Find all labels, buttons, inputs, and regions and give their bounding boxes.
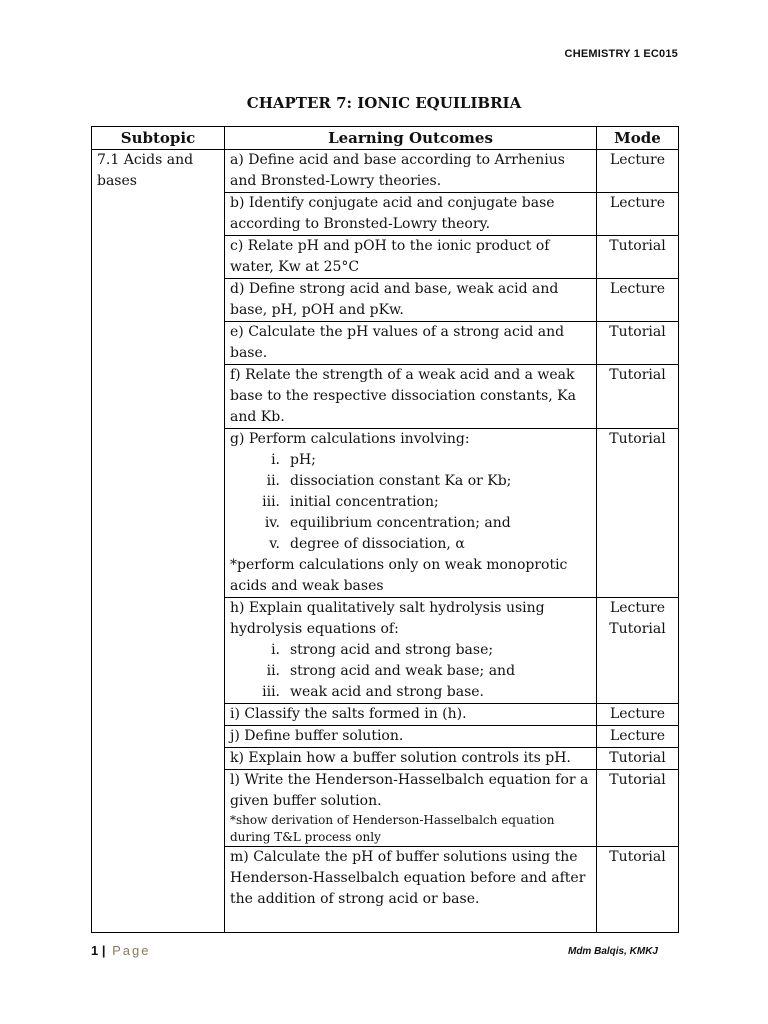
sub-list xyxy=(230,450,591,555)
list-item xyxy=(230,682,591,703)
item-text: equilibrium concentration; and xyxy=(290,515,511,531)
outcome-cell-h xyxy=(225,598,597,704)
table-header-row xyxy=(92,127,679,150)
mode-lecture: Lecture xyxy=(609,600,666,616)
outcome-text: m) Calculate the pH of buffer solutions using the Henderson-Hasselbalch equation before and after the addition of strong acid or base. xyxy=(225,847,597,933)
author-credit: Mdm Balqis, KMKJ xyxy=(567,946,658,957)
item-number: v. xyxy=(269,536,280,552)
outcome-text: c) Relate pH and pOH to the ionic product of water, Kw at 25°C xyxy=(225,236,597,279)
item-number: ii. xyxy=(266,473,280,489)
outcome-text: i) Classify the salts formed in (h). xyxy=(225,704,597,726)
item-text: strong acid and weak base; and xyxy=(290,663,516,679)
mode-cell: Tutorial xyxy=(597,365,679,429)
outcome-cell-l xyxy=(225,770,597,847)
table-row xyxy=(92,150,679,193)
outcome-text: f) Relate the strength of a weak acid and a weak base to the respective dissociation constants, Ka and Kb. xyxy=(225,365,597,429)
outcome-text: h) Explain qualitatively salt hydrolysis using hydrolysis equations of: xyxy=(230,600,545,637)
outcome-cell-g xyxy=(225,429,597,598)
item-text: weak acid and strong base. xyxy=(290,684,484,700)
page-label: Page xyxy=(112,943,151,958)
mode-cell: Tutorial xyxy=(597,236,679,279)
outcome-small-note: *show derivation of Henderson-Hasselbalch equation during T&L process only xyxy=(230,813,555,844)
page-footer xyxy=(91,943,151,958)
mode-cell: Tutorial xyxy=(597,748,679,770)
course-code: CHEMISTRY 1 EC015 xyxy=(564,48,678,60)
mode-cell xyxy=(597,598,679,704)
outcome-text: l) Write the Henderson-Hasselbalch equation for a given buffer solution. xyxy=(230,772,589,809)
mode-cell: Tutorial xyxy=(597,429,679,598)
list-item xyxy=(230,471,591,492)
item-text: pH; xyxy=(290,452,316,468)
list-item xyxy=(230,661,591,682)
list-item xyxy=(230,534,591,555)
list-item xyxy=(230,450,591,471)
subtopic-cell: 7.1 Acids and bases xyxy=(92,150,225,933)
list-item xyxy=(230,513,591,534)
item-number: ii. xyxy=(266,663,280,679)
list-item xyxy=(230,492,591,513)
outcome-text: d) Define strong acid and base, weak acid and base, pH, pOH and pKw. xyxy=(225,279,597,322)
item-number: i. xyxy=(271,452,280,468)
outcome-text: j) Define buffer solution. xyxy=(225,726,597,748)
page-number: 1 xyxy=(91,943,99,958)
item-text: dissociation constant Ka or Kb; xyxy=(290,473,512,489)
item-text: degree of dissociation, α xyxy=(290,536,465,552)
chapter-title: CHAPTER 7: IONIC EQUILIBRIA xyxy=(246,94,522,112)
mode-cell: Tutorial xyxy=(597,770,679,847)
outcome-note: *perform calculations only on weak monoprotic acids and weak bases xyxy=(230,557,568,594)
item-text: initial concentration; xyxy=(290,494,439,510)
item-number: iii. xyxy=(262,684,280,700)
mode-cell: Lecture xyxy=(597,150,679,193)
mode-cell: Lecture xyxy=(597,193,679,236)
outcome-text: e) Calculate the pH values of a strong acid and base. xyxy=(225,322,597,365)
outcome-text: g) Perform calculations involving: xyxy=(230,431,470,447)
item-number: iii. xyxy=(262,494,280,510)
header-learning-outcomes: Learning Outcomes xyxy=(225,127,597,150)
mode-cell: Lecture xyxy=(597,726,679,748)
mode-cell: Lecture xyxy=(597,279,679,322)
header-subtopic: Subtopic xyxy=(92,127,225,150)
mode-cell: Tutorial xyxy=(597,322,679,365)
item-number: iv. xyxy=(264,515,280,531)
mode-cell: Lecture xyxy=(597,704,679,726)
header-mode: Mode xyxy=(597,127,679,150)
mode-tutorial: Tutorial xyxy=(609,621,666,637)
sub-list xyxy=(230,640,591,703)
outcome-text: a) Define acid and base according to Arrhenius and Bronsted-Lowry theories. xyxy=(225,150,597,193)
mode-cell: Tutorial xyxy=(597,847,679,933)
list-item xyxy=(230,640,591,661)
item-number: i. xyxy=(271,642,280,658)
outcome-text: b) Identify conjugate acid and conjugate base according to Bronsted-Lowry theory. xyxy=(225,193,597,236)
item-text: strong acid and strong base; xyxy=(290,642,494,658)
page-separator: | xyxy=(101,943,106,958)
outcome-text: k) Explain how a buffer solution controls its pH. xyxy=(225,748,597,770)
learning-outcomes-table xyxy=(91,126,679,933)
